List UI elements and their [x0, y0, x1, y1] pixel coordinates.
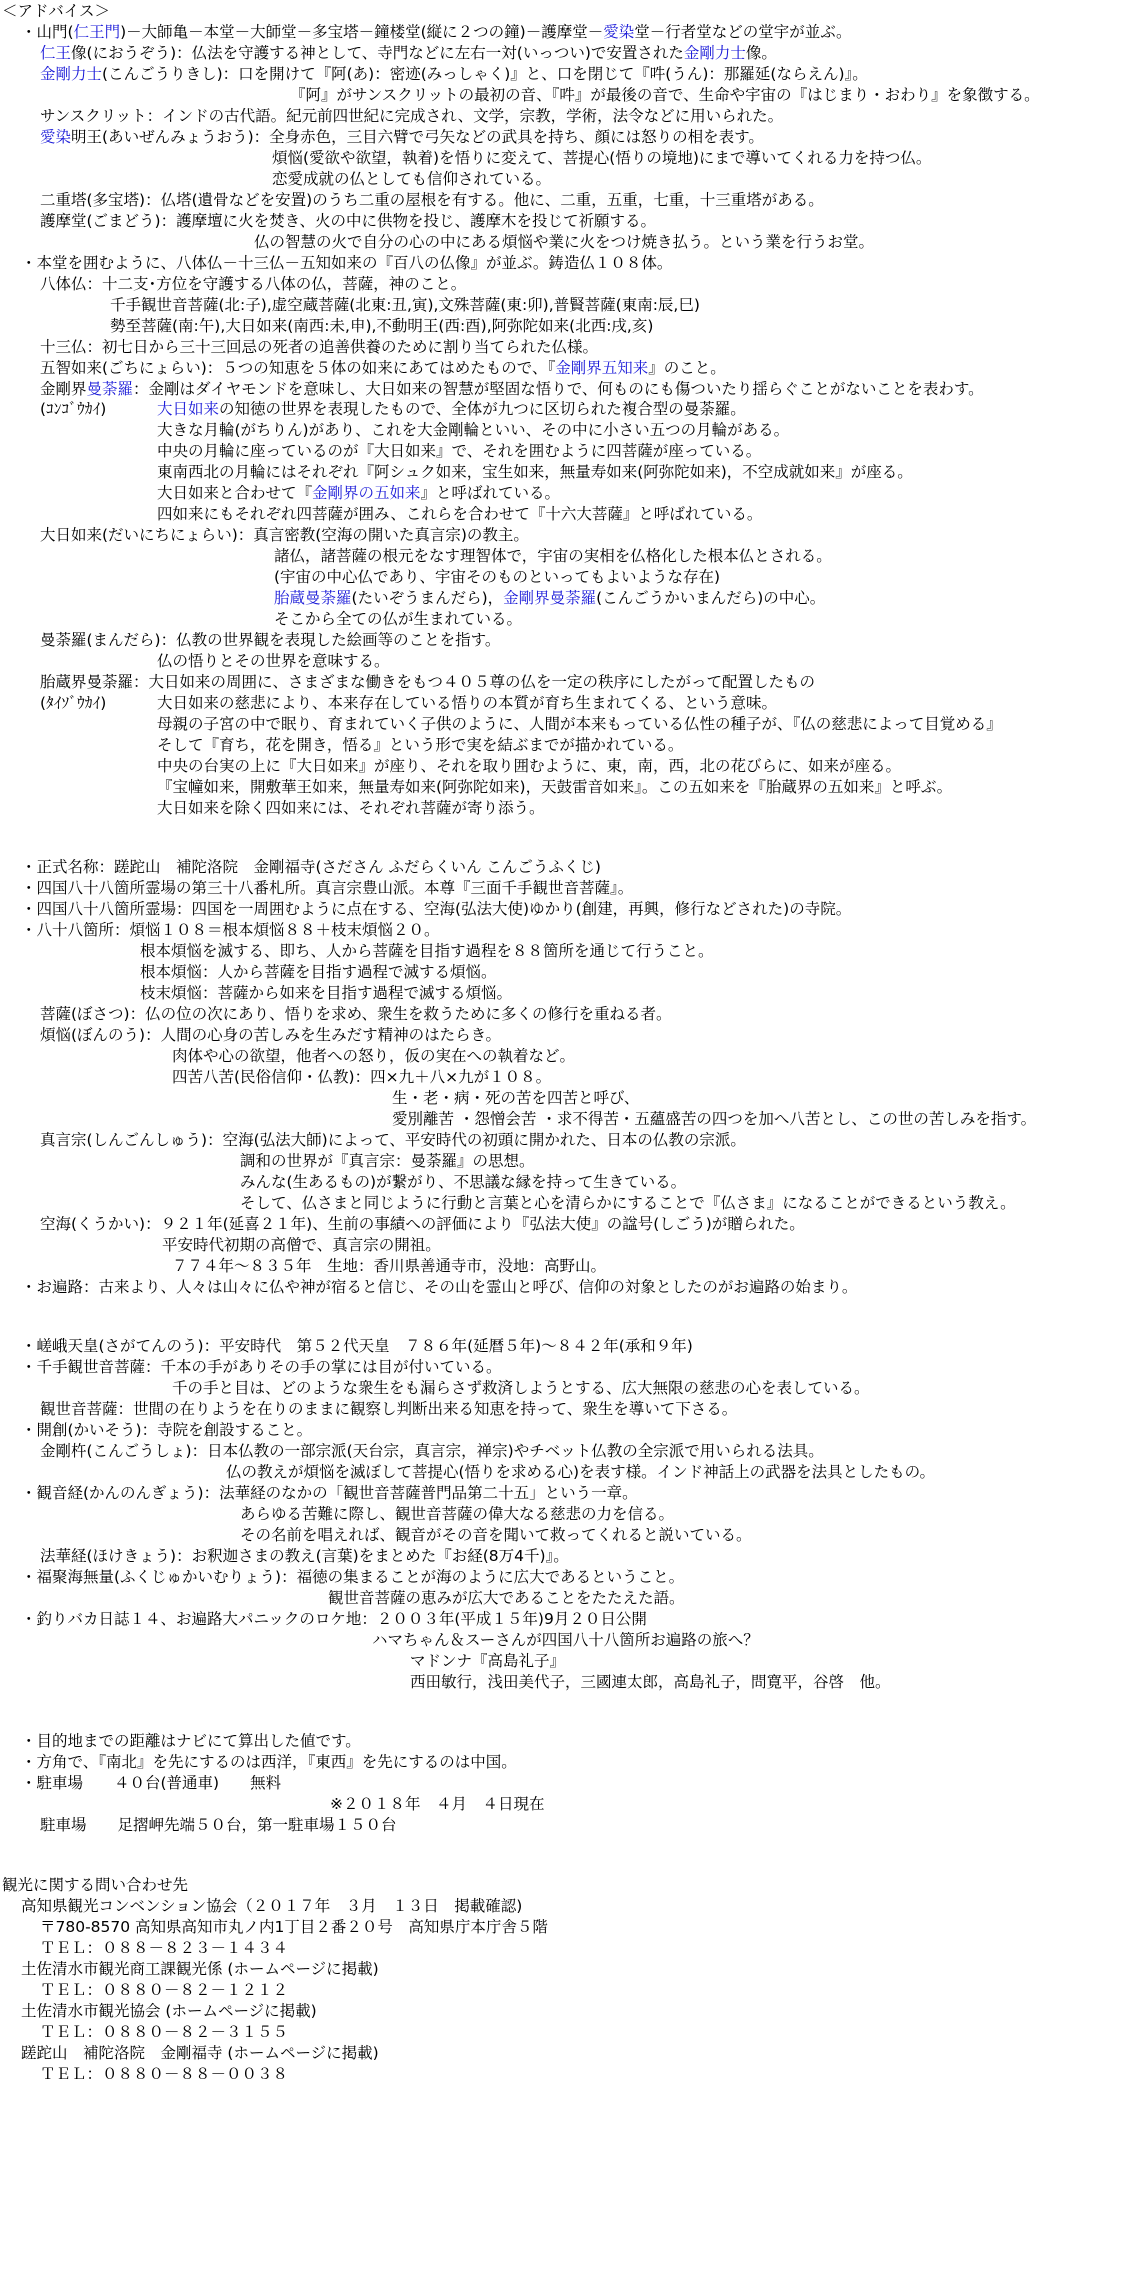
text-line	[40, 1129, 746, 1151]
text-line	[21, 1482, 638, 1504]
text-segment: 根本煩悩：人から菩薩を目指す過程で滅する煩悩。	[140, 963, 497, 981]
text-segment: マドンナ『高島礼子』	[410, 1652, 566, 1670]
text-line	[157, 776, 952, 798]
text-segment: 堂－行者堂などの堂宇が並ぶ。	[634, 23, 852, 41]
text-line	[40, 336, 598, 358]
text-line	[21, 1276, 857, 1298]
text-segment: 五智如来(ごちにょらい)：５つの知恵を５体の如来にあてはめたもので、『	[40, 359, 556, 377]
text-segment: 千の手と目は、どのような衆生をも漏らさず救済しようとする、広大無限の慈悲の心を表している。	[172, 1379, 870, 1397]
text-segment: 生・老・病・死の苦を四苦と呼び、	[392, 1089, 640, 1107]
text-line	[21, 919, 440, 941]
text-segment: ＴＥＬ：０８８０－８２－３１５５	[40, 2023, 289, 2041]
highlight-term: 金剛界曼荼羅	[503, 589, 597, 607]
text-segment: 土佐清水市観光商工課観光係 (ホームページに掲載)	[21, 1960, 379, 1978]
text-line	[240, 1524, 752, 1546]
text-segment: 中央の月輪に座っているのが『大日如来』で、それを囲むように四菩薩が座っている。	[157, 442, 762, 460]
text-line	[40, 398, 106, 420]
text-line	[21, 856, 601, 878]
text-line	[172, 1255, 606, 1277]
text-segment: 平安時代初期の高僧で、真言宗の開祖。	[162, 1236, 441, 1254]
text-line	[274, 566, 720, 588]
text-segment: 調和の世界が『真言宗：曼荼羅』の思想。	[240, 1152, 535, 1170]
text-segment: (ﾀｲｿﾞｳｶｲ)	[40, 694, 107, 712]
text-line	[40, 126, 764, 148]
text-line	[157, 419, 789, 441]
text-line	[40, 1916, 548, 1938]
text-segment: ＴＥＬ：０８８－８２３－１４３４	[40, 1939, 289, 1957]
text-line	[410, 1650, 565, 1672]
text-segment: 仏の智慧の火で自分の心の中にある煩悩や業に火をつけ焼き払う。という業を行うお堂。	[254, 233, 875, 251]
text-line	[40, 63, 868, 85]
text-segment: 十三仏：初七日から三十三回忌の死者の追善供養のために割り当てられた仏様。	[40, 338, 599, 356]
highlight-term: 金剛界五知来	[555, 359, 649, 377]
text-segment: 仏の教えが煩悩を滅ぼして菩提心(悟りを求める心)を表す様。インド神話上の武器を法具としたもの。	[226, 1463, 935, 1481]
text-segment: ７７４年～８３５年 生地：香川県善通寺市，没地：高野山。	[172, 1257, 607, 1275]
text-segment: そこから全ての仏が生まれている。	[274, 610, 523, 628]
text-segment: 四苦八苦(民俗信仰・仏教)：四×九＋八×九が１０８。	[172, 1068, 552, 1086]
highlight-term: 金剛界の五如来	[312, 484, 421, 502]
text-segment: ・観音経(かんのんぎょう)：法華経のなかの「観世音菩薩普門品第二十五」という一章。	[21, 1484, 638, 1502]
text-line	[330, 1793, 545, 1815]
text-line	[157, 503, 762, 525]
text-line	[162, 1234, 441, 1256]
text-line	[274, 587, 825, 609]
text-line	[272, 147, 931, 169]
text-segment: の知徳の世界を表現したもので、全体が九つに区切られた複合型の曼荼羅。	[219, 400, 746, 418]
text-line	[172, 1066, 551, 1088]
text-segment: (ｺﾝｺﾞｳｶｲ)	[40, 400, 107, 418]
text-line	[240, 1192, 1016, 1214]
text-segment: 像。	[745, 44, 777, 62]
text-line	[21, 1356, 502, 1378]
text-line	[40, 378, 984, 400]
text-line	[40, 524, 529, 546]
text-line	[40, 671, 815, 693]
text-line	[274, 608, 522, 630]
text-segment: 菩薩(ぼさつ)：仏の位の次にあり、悟りを求め、衆生を救うために多くの修行を重ねる者。	[40, 1005, 672, 1023]
text-segment: 四如来にもそれぞれ四菩薩が囲み、これらを合わせて『十六大菩薩』と呼ばれている。	[157, 505, 763, 523]
text-line	[40, 1979, 288, 2001]
text-segment: 中央の台実の上に『大日如来』が座り、それを取り囲むように、東，南，西，北の花びらに、如来が座る。	[157, 757, 902, 775]
text-segment: ・八十八箇所：煩悩１０８＝根本煩悩８８＋枝末煩悩２０。	[21, 921, 440, 939]
text-segment: ・釣りバカ日誌１４、お遍路大パニックのロケ地：２００３年(平成１５年)9月２０日公開	[21, 1610, 647, 1628]
text-line	[328, 1587, 685, 1609]
text-segment: 二重塔(多宝塔)：仏塔(遺骨などを安置)のうち二重の屋根を有する。他に、二重，五重，七重，十三重塔がある。	[40, 191, 824, 209]
text-line	[40, 1024, 501, 1046]
text-line	[21, 1608, 647, 1630]
text-line	[2, 0, 110, 22]
text-segment: ・駐車場 ４０台(普通車) 無料	[21, 1774, 282, 1792]
text-line	[140, 961, 497, 983]
text-segment: ：金剛はダイヤモンドを意味し、大日如来の智慧が堅固な悟りで、何ものにも傷ついたり揺らぐことがないことを表わす。	[133, 380, 984, 398]
text-segment: ・四国八十八箇所霊場の第三十八番札所。真言宗豊山派。本尊『三面千手観世音菩薩』。	[21, 879, 634, 897]
text-segment: 胎蔵界曼荼羅：大日如来の周囲に、さまざまな働きをもつ４０５尊の仏を一定の秩序にしたがって配置したもの	[40, 673, 816, 691]
text-segment: 煩悩(愛欲や欲望，執着)を悟りに変えて、菩提心(悟りの境地)にまで導いてくれる力を持つ仏。	[272, 149, 932, 167]
text-segment: ・嵯峨天皇(さがてんのう)：平安時代 第５２代天皇 ７８６年(延暦５年)～８４２年(承和９年)	[21, 1337, 693, 1355]
text-segment: ・四国八十八箇所霊場：四国を一周囲むように点在する、空海(弘法大使)ゆかり(創建，再興，修行などされた)の寺院。	[21, 900, 852, 918]
text-segment: ・正式名称：蹉跎山 補陀洛院 金剛福寺(さださん ふだらくいん こんごうふくじ)	[21, 858, 601, 876]
text-segment: 護摩堂(ごまどう)：護摩壇に火を焚き、火の中に供物を投じ、護摩木を投じて祈願する。	[40, 212, 656, 230]
text-line	[21, 1751, 517, 1773]
text-segment: ＜アドバイス＞	[2, 2, 111, 20]
text-segment: 勢至菩薩(南:午),大日如来(南西:未,申),不動明王(西:酉),阿弥陀如来(北西:戌,亥)	[110, 317, 654, 335]
text-line	[157, 734, 683, 756]
text-line	[140, 982, 512, 1004]
text-line	[21, 898, 851, 920]
text-segment: 高知県観光コンベンション協会（２０１７年 ３月 １３日 掲載確認)	[21, 1897, 523, 1915]
text-line	[21, 877, 633, 899]
text-line	[157, 713, 1002, 735]
text-segment: 西田敏行，浅田美代子，三國連太郎，高島礼子，問寛平，谷啓 他。	[410, 1673, 891, 1691]
text-line	[140, 940, 714, 962]
text-line	[392, 1087, 639, 1109]
highlight-term: 愛染	[40, 128, 72, 146]
text-line	[157, 482, 560, 504]
text-line	[40, 2063, 288, 2085]
text-line	[40, 1814, 397, 1836]
text-segment: 根本煩悩を滅する、即ち、人から菩薩を目指す過程を８８箇所を通じて行うこと。	[140, 942, 714, 960]
highlight-term: 仁王門	[73, 23, 121, 41]
text-segment: (宇宙の中心仏であり、宇宙そのものといってもよいような存在)	[274, 568, 721, 586]
text-line	[21, 252, 672, 274]
text-segment: 真言宗(しんごんしゅう)：空海(弘法大師)によって、平安時代の初頭に開かれた、日本の仏教の宗派。	[40, 1131, 746, 1149]
text-line	[40, 273, 466, 295]
text-segment: 肉体や心の欲望，他者への怒り，仮の実在への執着など。	[172, 1047, 576, 1065]
text-segment: 大日如来を除く四如来には、それぞれ菩薩が寄り添う。	[157, 799, 545, 817]
text-line	[21, 21, 852, 43]
text-segment: ・方角で、『南北』を先にするのは西洋，『東西』を先にするのは中国。	[21, 1753, 517, 1771]
text-segment: (こんごうかいまんだら)の中心。	[596, 589, 826, 607]
text-line	[40, 1213, 805, 1235]
text-line	[21, 1958, 379, 1980]
highlight-term: 大日如来	[157, 400, 220, 418]
text-line	[240, 1171, 686, 1193]
text-segment: 金剛界	[40, 380, 87, 398]
text-segment: 『阿』がサンスクリットの最初の音、『吽』が最後の音で、生命や宇宙の『はじまり・おわり』を象徴する。	[290, 86, 1040, 104]
text-line	[110, 294, 700, 316]
text-segment: 煩悩(ぼんのう)：人間の心身の苦しみを生みだす精神のはたらき。	[40, 1026, 501, 1044]
text-segment: 駐車場 足摺岬先端５０台，第一駐車場１５０台	[40, 1816, 397, 1834]
text-segment: 空海(くうかい)：９２１年(延喜２１年)、生前の事績への評価により『弘法大使』の諡号(しごう)が贈られた。	[40, 1215, 805, 1233]
text-line	[157, 755, 901, 777]
text-segment: 観光に関する問い合わせ先	[2, 1876, 189, 1894]
text-segment: 観世音菩薩：世間の在りようを在りのままに観察し判断出来る知恵を持って、衆生を導いて下さる。	[40, 1400, 738, 1418]
text-line	[21, 1895, 522, 1917]
text-segment: 千手観世音菩薩(北:子),虚空蔵菩薩(北東:丑,寅),文殊菩薩(東:卯),普賢菩薩(東南:辰,巳)	[110, 296, 700, 314]
text-segment: 金剛杵(こんごうしょ)：日本仏教の一部宗派(天台宗，真言宗，禅宗)やチベット仏教の全宗派で用いられる法具。	[40, 1442, 824, 1460]
text-line	[40, 189, 824, 211]
text-line	[157, 692, 777, 714]
highlight-term: 曼荼羅	[86, 380, 134, 398]
text-line	[157, 650, 390, 672]
highlight-term: 胎蔵曼荼羅	[274, 589, 352, 607]
text-line	[40, 692, 106, 714]
text-segment: 愛別離苦 ・怨憎会苦 ・求不得苦・五蘊盛苦の四つを加へ八苦とし、この世の苦しみを指す。	[392, 1110, 1037, 1128]
text-segment: 』のこと。	[648, 359, 726, 377]
text-segment: ・本堂を囲むように、八体仏－十三仏－五知如来の『百八の仏像』が並ぶ。鋳造仏１０８体。	[21, 254, 673, 272]
text-line	[172, 1045, 575, 1067]
text-segment: 枝末煩悩：菩薩から如来を目指す過程で滅する煩悩。	[140, 984, 513, 1002]
text-segment: ・山門(	[21, 23, 74, 41]
text-segment: ハマちゃん＆スーさんが四国八十八箇所お遍路の旅へ？	[372, 1631, 759, 1649]
text-line	[274, 545, 832, 567]
text-line	[21, 1419, 312, 1441]
text-segment: ・千手観世音菩薩：千本の手がありその手の掌には目が付いている。	[21, 1358, 502, 1376]
text-segment: 曼荼羅(まんだら)：仏教の世界観を表現した絵画等のことを指す。	[40, 631, 501, 649]
text-segment: 母親の子宮の中で眠り、育まれていく子供のように、人間が本来もっている仏性の種子が、『仏の慈悲によって目覚める』	[157, 715, 1002, 733]
text-line	[40, 1937, 288, 1959]
text-line	[392, 1108, 1036, 1130]
text-segment: 大日如来の慈悲により、本来存在している悟りの本質が育ち生まれてくる、という意味。	[157, 694, 778, 712]
text-line	[40, 1440, 824, 1462]
text-segment: 東南西北の月輪にはそれぞれ『阿シュク如来，宝生如来，無量寿如来(阿弥陀如来)，不空成就如来』が座る。	[157, 463, 913, 481]
text-line	[40, 42, 777, 64]
text-line	[157, 461, 913, 483]
text-line	[40, 357, 726, 379]
text-segment: そして、仏さまと同じように行動と言葉と心を清らかにすることで『仏さま』になることができるという教え。	[240, 1194, 1016, 1212]
text-segment: ＴＥＬ：０８８０－８２－１２１２	[40, 1981, 289, 1999]
text-line	[240, 1150, 535, 1172]
text-segment: (たいぞうまんだら)，	[351, 589, 504, 607]
text-segment: 明王(あいぜんみょうおう)：全身赤色，三目六臂で弓矢などの武具を持ち、顔には怒りの相を表す。	[71, 128, 764, 146]
text-line	[21, 1730, 361, 1752]
text-line	[40, 210, 656, 232]
text-segment: ・お遍路：古来より、人々は山々に仏や神が宿ると信じ、その山を霊山と呼び、信仰の対象としたのがお遍路の始まり。	[21, 1278, 858, 1296]
text-segment: 諸仏，諸菩薩の根元をなす理智体で，宇宙の実相を仏格化した根本仏とされる。	[274, 547, 832, 565]
text-segment: 像(におうぞう)：仏法を守護する神として、寺門などに左右一対(いっつい)で安置された	[71, 44, 684, 62]
highlight-term: 仁王	[40, 44, 72, 62]
text-segment: 大きな月輪(がちりん)があり、これを大金剛輪といい、その中に小さい五つの月輪がある。	[157, 421, 790, 439]
text-segment: ＴＥＬ：０８８０－８８－００３８	[40, 2065, 289, 2083]
text-line	[157, 398, 746, 420]
text-segment: 恋愛成就の仏としても信仰されている。	[272, 170, 552, 188]
text-line	[172, 1377, 870, 1399]
text-line	[157, 440, 761, 462]
text-line	[40, 629, 500, 651]
text-segment: 大日如来と合わせて『	[157, 484, 313, 502]
text-segment: 八体仏：十二支･方位を守護する八体の仏，菩薩，神のこと。	[40, 275, 467, 293]
text-segment: 『宝幢如来，開敷華王如来，無量寿如来(阿弥陀如来)，天鼓雷音如来』。この五如来を『胎蔵界の五如来』と呼ぶ。	[157, 778, 953, 796]
highlight-term: 愛染	[603, 23, 635, 41]
text-segment: 〒780-8570 高知県高知市丸ノ内1丁目２番２０号 高知県庁本庁舎５階	[40, 1918, 548, 1936]
text-line	[2, 1874, 188, 1896]
text-line	[21, 1335, 693, 1357]
text-line	[40, 1398, 737, 1420]
text-segment: ※２０１８年 ４月 ４日現在	[330, 1795, 545, 1813]
text-segment: ・福聚海無量(ふくじゅかいむりょう)：福徳の集まることが海のように広大であるということ。	[21, 1568, 685, 1586]
text-line	[21, 2000, 317, 2022]
text-line	[157, 797, 545, 819]
text-segment: 仏の悟りとその世界を意味する。	[157, 652, 390, 670]
text-line	[254, 231, 874, 253]
text-segment: みんな(生あるもの)が繋がり、不思議な縁を持って生きている。	[240, 1173, 687, 1191]
text-segment: 蹉跎山 補陀洛院 金剛福寺 (ホームページに掲載)	[21, 2044, 379, 2062]
text-segment: 法華経(ほけきょう)：お釈迦さまの教え(言葉)をまとめた『お経(8万4千)』。	[40, 1547, 569, 1565]
text-line	[290, 84, 1040, 106]
text-line	[40, 105, 783, 127]
highlight-term: 金剛力士	[683, 44, 746, 62]
text-line	[40, 1003, 671, 1025]
text-line	[372, 1629, 759, 1651]
text-segment: そして『育ち，花を開き，悟る』という形で実を結ぶまでが描かれている。	[157, 736, 684, 754]
text-segment: その名前を唱えれば、観音がその音を聞いて救ってくれると説いている。	[240, 1526, 752, 1544]
text-line	[21, 1772, 281, 1794]
text-line	[40, 1545, 569, 1567]
text-line	[40, 2021, 288, 2043]
text-segment: (こんごうりきし)：口を開けて『阿(あ)：密迹(みっしゃく)』と、口を閉じて『吽(うん)：那羅延(ならえん)』。	[102, 65, 868, 83]
text-segment: ・目的地までの距離はナビにて算出した値です。	[21, 1732, 361, 1750]
text-line	[272, 168, 551, 190]
highlight-term: 金剛力士	[40, 65, 103, 83]
text-line	[21, 1566, 684, 1588]
text-line	[21, 2042, 379, 2064]
text-line	[110, 315, 653, 337]
text-segment: 』と呼ばれている。	[420, 484, 561, 502]
text-line	[226, 1461, 935, 1483]
text-segment: 大日如来(だいにちにょらい)：真言密教(空海の開いた真言宗)の教主。	[40, 526, 529, 544]
text-segment: 土佐清水市観光協会 (ホームページに掲載)	[21, 2002, 317, 2020]
text-segment: サンスクリット：インドの古代語。紀元前四世紀に完成され、文学，宗教，学術，法令などに用いられた。	[40, 107, 784, 125]
text-line	[240, 1503, 674, 1525]
text-segment: ・開創(かいそう)：寺院を創設すること。	[21, 1421, 313, 1439]
text-segment: )－大師亀－本堂－大師堂－多宝塔－鐘楼堂(縦に２つの鐘)－護摩堂－	[120, 23, 604, 41]
text-segment: あらゆる苦難に際し、観世音菩薩の偉大なる慈悲の力を信る。	[240, 1505, 675, 1523]
text-line	[410, 1671, 891, 1693]
text-segment: 観世音菩薩の恵みが広大であることをたたえた語。	[328, 1589, 685, 1607]
